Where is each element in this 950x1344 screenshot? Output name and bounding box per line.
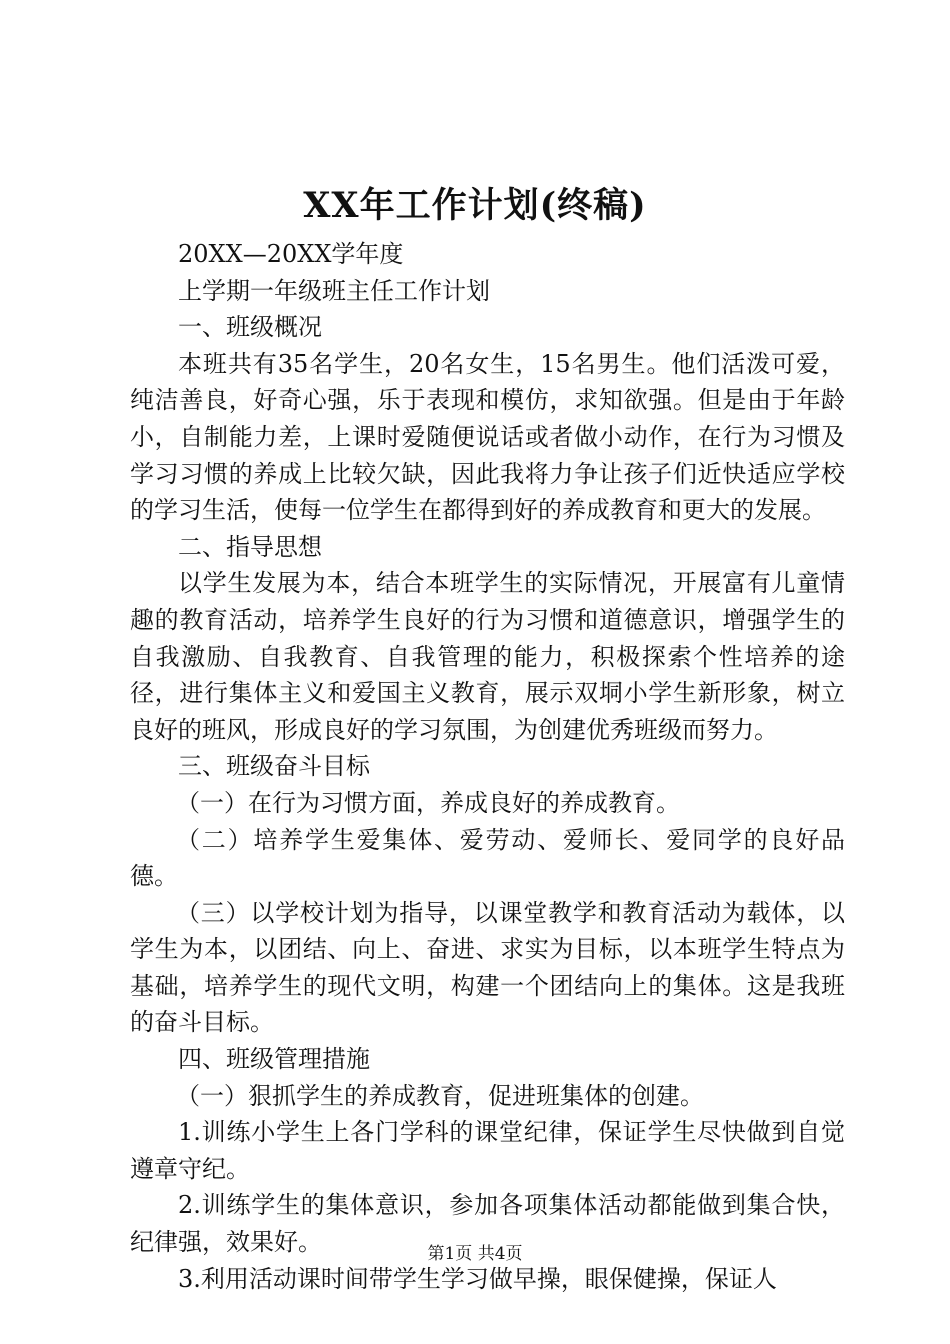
goal-item-1: （一）在行为习惯方面，养成良好的养成教育。	[176, 788, 680, 817]
page-footer: 第1页 共4页	[427, 1244, 523, 1264]
measure-item-1: 1.训练小学生上各门学科的课堂纪律，保证学生尽快做到自觉遵章守纪。	[130, 1118, 845, 1183]
section-heading-class-overview: 一、班级概况	[178, 313, 322, 342]
document-title: XX年工作计划(终稿)	[303, 185, 647, 226]
guiding-idea-paragraph: 以学生发展为本，结合本班学生的实际情况，开展富有儿童情趣的教育活动，培养学生良好的行为习惯和道德意识，增强学生的自我激励、自我教育、自我管理的能力，积极探索个性培养的途径，进行集体主义和爱国主义教育，展示双垌小学生新形象，树立良好的班风，形成良好的学习氛围，为创建优秀班级而努力。	[130, 569, 845, 744]
section-heading-guiding-idea: 二、指导思想	[178, 532, 322, 561]
plan-subtitle: 上学期一年级班主任工作计划	[178, 276, 490, 305]
measure-item-2: 2.训练学生的集体意识，参加各项集体活动都能做到集合快，纪律强，效果好。	[130, 1191, 845, 1257]
class-overview-paragraph: 本班共有35名学生，20名女生，15名男生。他们活泼可爱，纯洁善良，好奇心强，乐于表现和模仿，求知欲强。但是由于年龄小，自制能力差，上课时爱随便说话或者做小动作，在行为习惯及学习习惯的养成上比较欠缺，因此我将力争让孩子们近快适应学校的学习生活，使每一位学生在都得到好的养成教育和更大的发展。	[130, 349, 845, 525]
section-heading-management-measures: 四、班级管理措施	[178, 1045, 370, 1074]
goal-item-3: （三）以学校计划为指导，以课堂教学和教育活动为载体，以学生为本，以团结、向上、奋进、求实为目标，以本班学生特点为基础，培养学生的现代文明，构建一个团结向上的集体。这是我班的奋斗目标。	[130, 898, 845, 1037]
section-heading-class-goals: 三、班级奋斗目标	[178, 752, 370, 781]
measure-subheading-1: （一）狠抓学生的养成教育，促进班集体的创建。	[176, 1081, 704, 1110]
school-year-line: 20XX—20XX学年度	[178, 240, 404, 268]
goal-item-2: （二）培养学生爱集体、爱劳动、爱师长、爱同学的良好品德。	[130, 825, 845, 891]
measure-item-3: 3.利用活动课时间带学生学习做早操，眼保健操，保证人	[178, 1264, 777, 1293]
document-body	[130, 236, 845, 1297]
